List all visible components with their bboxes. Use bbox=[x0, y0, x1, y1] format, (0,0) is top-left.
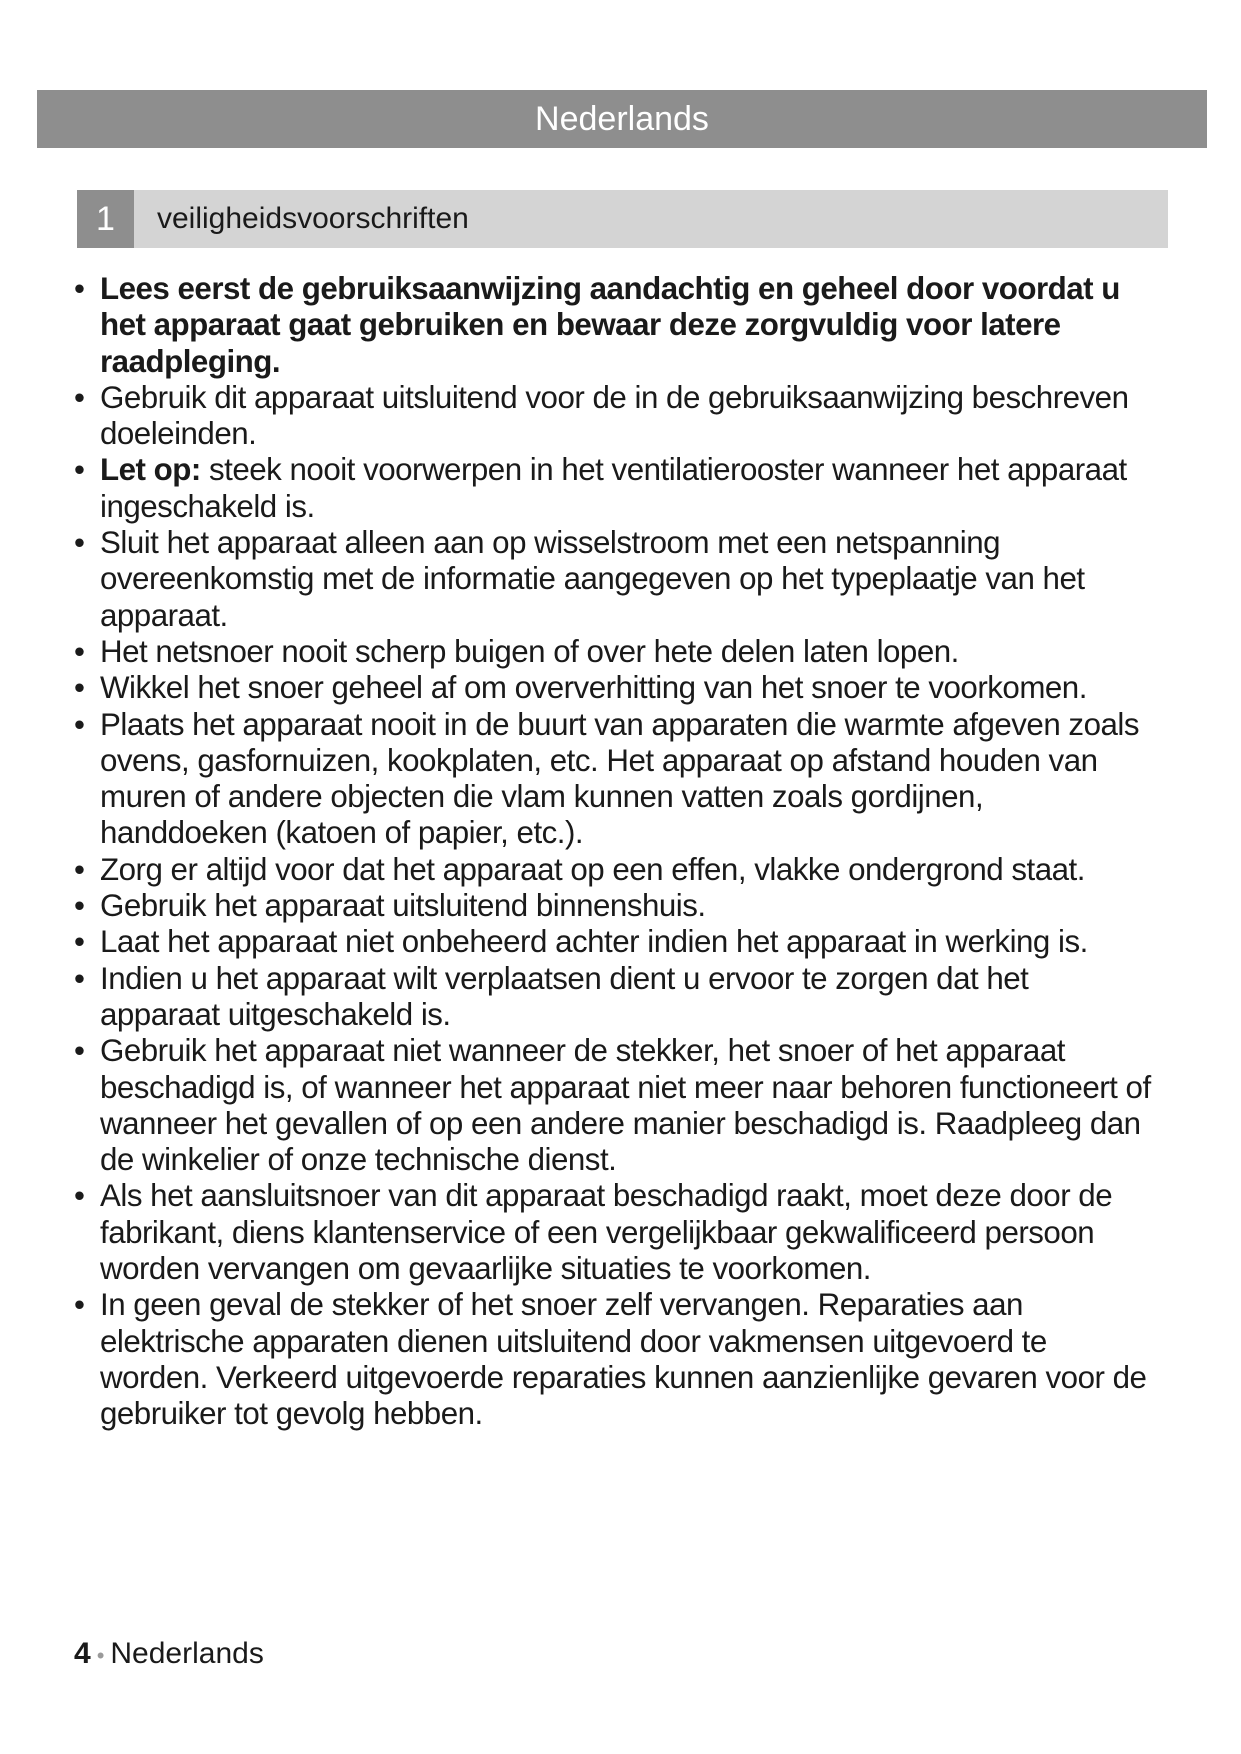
bullet-marker: • bbox=[74, 1287, 85, 1323]
safety-rule-text: Indien u het apparaat wilt verplaatsen dient u ervoor te zorgen dat het apparaat uitgeschakeld is. bbox=[100, 960, 1029, 1032]
bullet-marker: • bbox=[74, 1178, 85, 1214]
bullet-marker: • bbox=[74, 525, 85, 561]
page-footer bbox=[74, 1636, 264, 1674]
safety-rule-text: In geen geval de stekker of het snoer zelf vervangen. Reparaties aan elektrische apparaten dienen uitsluitend door vakmensen uitgevoerd te worden. Verkeerd uitgevoerde reparaties kunnen aanzienlijke gevaren voor de gebruiker tot gevolg hebben. bbox=[100, 1287, 1147, 1432]
section-title: veiligheidsvoorschriften bbox=[157, 202, 469, 235]
safety-rule-text: Wikkel het snoer geheel af om oververhitting van het snoer te voorkomen. bbox=[100, 670, 1087, 706]
section-number: 1 bbox=[77, 190, 134, 248]
footer-separator: • bbox=[96, 1643, 105, 1668]
safety-rule-text: Als het aansluitsnoer van dit apparaat beschadigd raakt, moet deze door de fabrikant, diens klantenservice of een vergelijkbaar gekwalificeerd persoon worden vervangen om gevaarlijke situaties te voorkomen. bbox=[100, 1178, 1113, 1287]
safety-rule-text: Het netsnoer nooit scherp buigen of over hete delen laten lopen. bbox=[100, 633, 959, 669]
bullet-marker: • bbox=[74, 1033, 85, 1069]
safety-rule-item bbox=[74, 271, 1154, 380]
safety-rule-item bbox=[74, 525, 1154, 634]
section-header-bar bbox=[77, 190, 1168, 248]
bullet-marker: • bbox=[74, 271, 85, 306]
safety-rule-item bbox=[74, 670, 1154, 706]
safety-rule-item bbox=[74, 852, 1154, 888]
safety-rule-item bbox=[74, 888, 1154, 924]
safety-rule-text: Sluit het apparaat alleen aan op wisselstroom met een netspanning overeenkomstig met de informatie aangegeven op het typeplaatje van het apparaat. bbox=[100, 525, 1085, 633]
bullet-marker: • bbox=[74, 452, 85, 488]
safety-rule-text: Gebruik het apparaat niet wanneer de stekker, het snoer of het apparaat beschadigd is, of wanneer het apparaat niet meer naar behoren functioneert of wanneer het gevallen of op een andere manier beschadigd is. Raadpleeg dan de winkelier of onze technische dienst. bbox=[100, 1033, 1151, 1178]
safety-rule-item bbox=[74, 452, 1154, 525]
language-header-title: Nederlands bbox=[535, 100, 709, 138]
safety-rule-item bbox=[74, 1287, 1154, 1432]
bullet-marker: • bbox=[74, 633, 85, 669]
safety-rule-text: Zorg er altijd voor dat het apparaat op een effen, vlakke ondergrond staat. bbox=[100, 851, 1085, 887]
safety-rule-emphasis: Lees eerst de gebruiksaanwijzing aandachtig en geheel door voordat u het apparaat gaat gebruiken en bewaar deze zorgvuldig voor latere raadpleging. bbox=[100, 271, 1120, 379]
safety-rule-emphasis: Let op: bbox=[100, 452, 201, 488]
safety-rule-item bbox=[74, 707, 1154, 852]
bullet-marker: • bbox=[74, 851, 85, 887]
safety-rule-text: Gebruik het apparaat uitsluitend binnenshuis. bbox=[100, 888, 706, 924]
bullet-marker: • bbox=[74, 924, 85, 960]
safety-rule-item bbox=[74, 1178, 1154, 1287]
safety-rule-text: Gebruik dit apparaat uitsluitend voor de in de gebruiksaanwijzing beschreven doeleinden. bbox=[100, 379, 1129, 452]
bullet-marker: • bbox=[74, 706, 85, 742]
safety-rule-item bbox=[74, 924, 1154, 960]
safety-rule-item bbox=[74, 1033, 1154, 1178]
bullet-marker: • bbox=[74, 670, 85, 706]
language-header-bar bbox=[37, 90, 1207, 148]
safety-rule-text: steek nooit voorwerpen in het ventilatierooster wanneer het apparaat ingeschakeld is. bbox=[100, 452, 1127, 524]
bullet-marker: • bbox=[74, 379, 85, 415]
footer-language: Nederlands bbox=[110, 1637, 264, 1670]
safety-rules-list bbox=[74, 271, 1154, 1433]
bullet-marker: • bbox=[74, 960, 85, 996]
safety-rule-text: Plaats het apparaat nooit in de buurt van apparaten die warmte afgeven zoals ovens, gasfornuizen, kookplaten, etc. Het apparaat op afstand houden van muren of andere objecten die vlam kunnen vatten zoals gordijnen, handdoeken (katoen of papier, etc.). bbox=[100, 706, 1139, 851]
bullet-marker: • bbox=[74, 888, 85, 924]
safety-rule-item bbox=[74, 380, 1154, 453]
safety-rule-item bbox=[74, 634, 1154, 670]
safety-rule-text: Laat het apparaat niet onbeheerd achter indien het apparaat in werking is. bbox=[100, 924, 1088, 960]
page-number: 4 bbox=[74, 1637, 91, 1670]
safety-rule-item bbox=[74, 961, 1154, 1034]
